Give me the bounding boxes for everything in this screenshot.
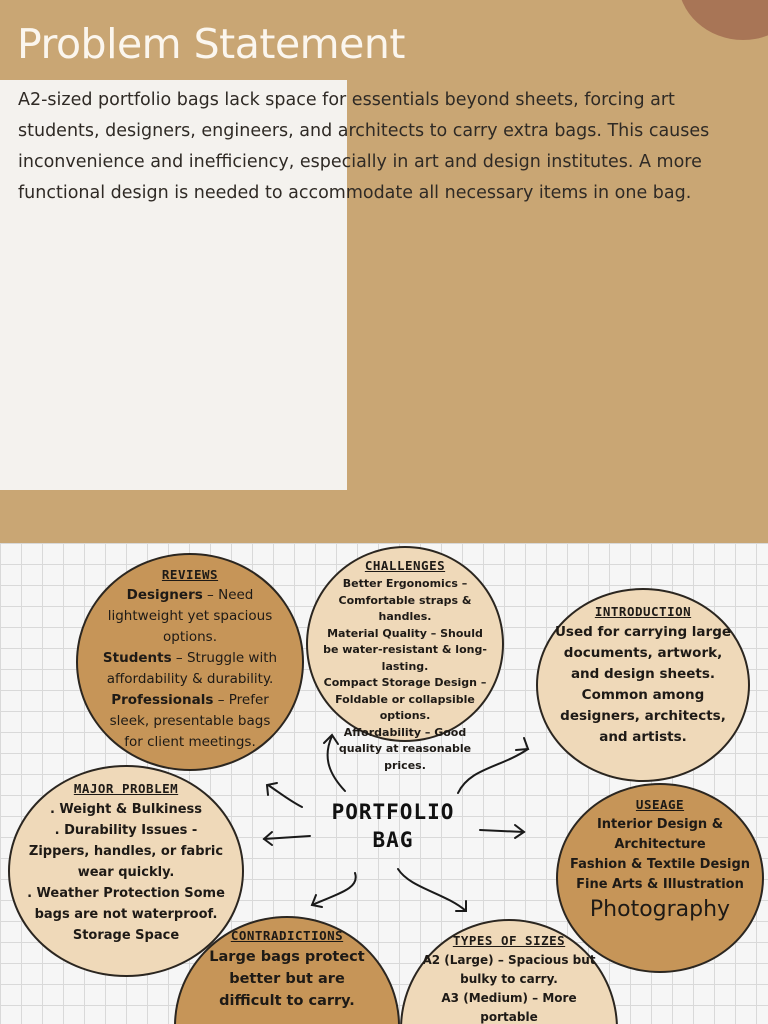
introduction-text: Used for carrying large documents, artwork, and design sheets. Common among designers, architects, and artists. bbox=[554, 624, 732, 745]
challenges-text bbox=[322, 576, 488, 774]
contradictions-title: CONTRADICTIONS bbox=[230, 928, 344, 943]
challenges-ergonomics: Better Ergonomics – Comfortable straps & handles. bbox=[338, 577, 472, 623]
usage-fine-arts: Fine Arts & Illustration bbox=[576, 877, 744, 892]
challenges-material: Material Quality – Should be water-resistant & long-lasting. bbox=[323, 626, 487, 673]
contradictions-text: Large bags protect better but are difficult to carry. bbox=[209, 949, 365, 1009]
reviews-bubble bbox=[76, 553, 304, 771]
arrow-to-contradictions bbox=[312, 873, 356, 905]
size-a2: A2 (Large) – Spacious but bulky to carry. bbox=[422, 953, 596, 986]
arrow-to-usage bbox=[480, 830, 524, 832]
reviews-text bbox=[102, 585, 278, 753]
major-problem-text bbox=[26, 799, 226, 946]
center-label-line1: PORTFOLIO bbox=[331, 800, 455, 824]
problem-statement-text: A2-sized portfolio bags lack space for essentials beyond sheets, forcing art students, designers, engineers, and architects to carry extra bags. This causes inconvenience and inefficiency, especially in art and design institutes. A more functional design is needed to accommodate all necessary items in one bag. bbox=[18, 90, 710, 203]
problem-storage: Storage Space bbox=[72, 928, 180, 943]
types-of-sizes-title: TYPES OF SIZES bbox=[452, 933, 566, 948]
reviews-title: REVIEWS bbox=[161, 567, 219, 582]
arrow-to-reviews bbox=[268, 785, 302, 807]
challenges-bubble bbox=[306, 546, 504, 772]
introduction-title: INTRODUCTION bbox=[594, 604, 692, 619]
size-a3: A3 (Medium) – More portable bbox=[441, 991, 577, 1024]
problem-weight: . Weight & Bulkiness bbox=[49, 802, 203, 817]
arrow-to-introduction-head bbox=[516, 738, 528, 750]
usage-title: USEAGE bbox=[635, 797, 685, 812]
problem-weather: . Weather Protection Some bags are not waterproof. bbox=[27, 886, 225, 922]
usage-interior: Interior Design & Architecture bbox=[596, 817, 724, 852]
page-title: Problem Statement bbox=[17, 20, 405, 68]
usage-photography: Photography bbox=[589, 897, 731, 922]
challenges-title: CHALLENGES bbox=[364, 558, 446, 573]
problem-durability: . Durability Issues - Zippers, handles, or fabric wear quickly. bbox=[28, 823, 224, 880]
usage-fashion: Fashion & Textile Design bbox=[569, 857, 751, 872]
reviews-professionals: – Prefer sleek, presentable bags for client meetings. bbox=[109, 692, 271, 750]
major-problem-title: MAJOR PROBLEM bbox=[73, 781, 179, 796]
challenges-affordability: Affordability – Good quality at reasonable prices. bbox=[338, 725, 472, 772]
decorative-circle bbox=[678, 0, 768, 40]
reviews-label-designers: Designers bbox=[126, 587, 203, 603]
reviews-students: – Struggle with affordability & durability. bbox=[106, 650, 278, 687]
arrow-to-major-problem bbox=[264, 836, 310, 839]
center-label bbox=[318, 798, 468, 854]
types-of-sizes-text bbox=[420, 951, 598, 1024]
introduction-bubble bbox=[536, 588, 750, 782]
reviews-designers: – Need lightweight yet spacious options. bbox=[107, 587, 273, 645]
reviews-label-students: Students bbox=[102, 650, 172, 666]
arrow-to-types bbox=[398, 869, 466, 911]
usage-bubble bbox=[556, 783, 764, 973]
reviews-label-professionals: Professionals bbox=[111, 692, 214, 708]
usage-text bbox=[568, 815, 752, 925]
mind-map-diagram bbox=[0, 543, 768, 1024]
challenges-storage: Compact Storage Design – Foldable or collapsible options. bbox=[323, 676, 487, 722]
center-label-line2: BAG bbox=[372, 828, 414, 852]
